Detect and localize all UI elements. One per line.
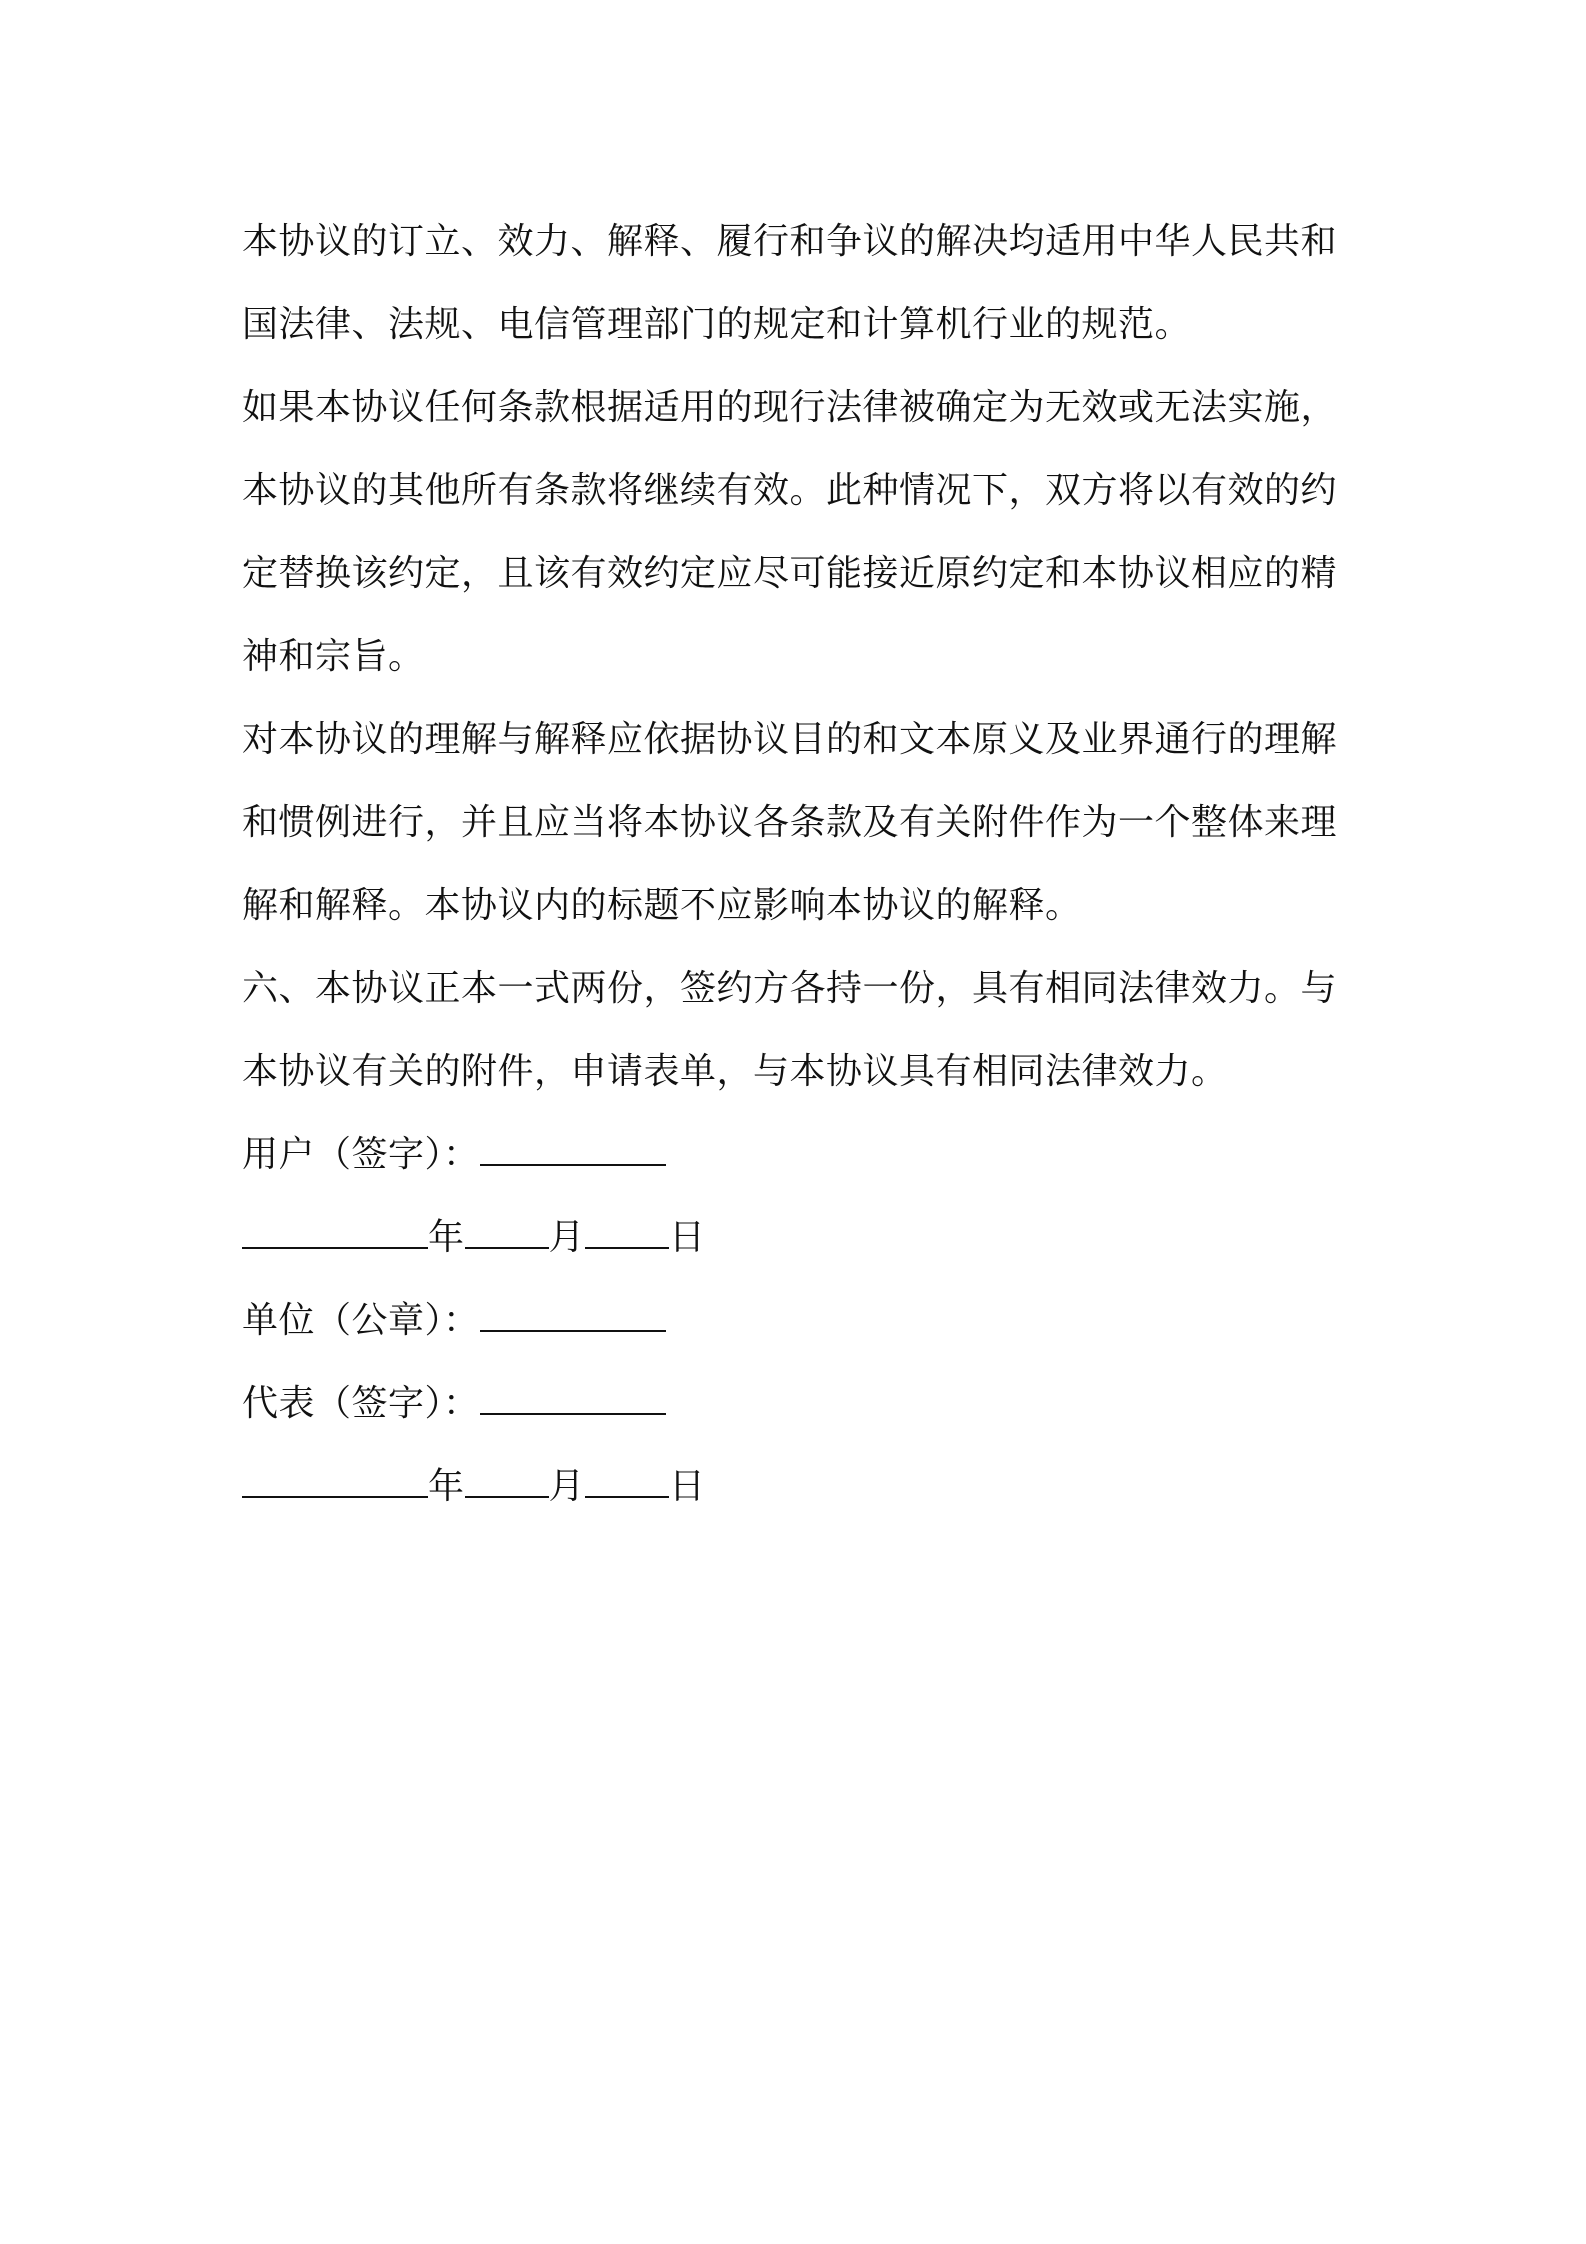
paragraph-interpretation: 对本协议的理解与解释应依据协议目的和文本原义及业界通行的理解和惯例进行，并且应当将本协议各条款及有关附件作为一个整体来理解和解释。本协议内的标题不应影响本协议的解释。: [242, 719, 1338, 926]
month-label: 月: [548, 1466, 586, 1507]
year-blank[interactable]: [242, 1217, 428, 1249]
representative-signature-label: 代表（签字）：: [242, 1383, 480, 1424]
user-signature-label: 用户（签字）：: [242, 1134, 480, 1175]
year-label: 年: [428, 1466, 465, 1507]
paragraph-copies: 六、本协议正本一式两份，签约方各持一份，具有相同法律效力。与本协议有关的附件，申请表单，与本协议具有相同法律效力。: [242, 968, 1338, 1092]
document-body: [242, 200, 1362, 1528]
user-signature-line: [242, 1113, 1362, 1196]
month-blank[interactable]: [465, 1466, 549, 1498]
date-line-1: [242, 1196, 1362, 1279]
unit-seal-line: [242, 1279, 1362, 1362]
day-blank[interactable]: [585, 1466, 669, 1498]
year-blank[interactable]: [242, 1466, 428, 1498]
unit-seal-blank[interactable]: [480, 1300, 666, 1332]
unit-seal-label: 单位（公章）：: [242, 1300, 480, 1341]
paragraph-severability: 如果本协议任何条款根据适用的现行法律被确定为无效或无法实施，本协议的其他所有条款将继续有效。此种情况下，双方将以有效的约定替换该约定，且该有效约定应尽可能接近原约定和本协议相应的精神和宗旨。: [242, 387, 1338, 677]
day-label: 日: [669, 1217, 706, 1258]
representative-signature-blank[interactable]: [480, 1383, 666, 1415]
day-blank[interactable]: [585, 1217, 669, 1249]
year-label: 年: [428, 1217, 465, 1258]
day-label: 日: [669, 1466, 706, 1507]
month-label: 月: [548, 1217, 586, 1258]
month-blank[interactable]: [465, 1217, 549, 1249]
paragraph-governing-law: 本协议的订立、效力、解释、履行和争议的解决均适用中华人民共和国法律、法规、电信管理部门的规定和计算机行业的规范。: [242, 221, 1338, 345]
user-signature-blank[interactable]: [480, 1134, 666, 1166]
representative-signature-line: [242, 1362, 1362, 1445]
date-line-2: [242, 1445, 1362, 1528]
